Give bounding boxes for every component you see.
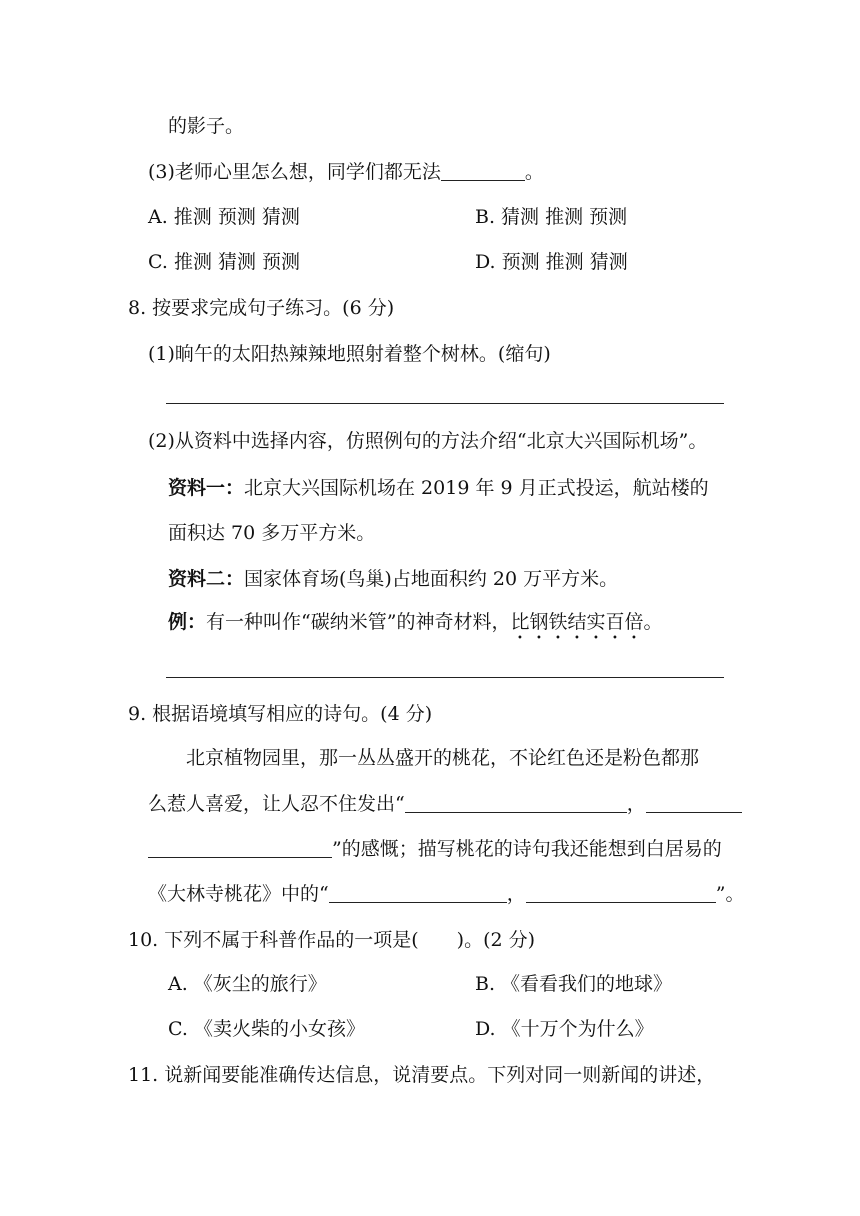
- q9-line3-text: ”的感慨；描写桃花的诗句我还能想到白居易的: [332, 838, 722, 860]
- q7-sub3-end: 。: [524, 161, 544, 183]
- q9-title: 9. 根据语境填写相应的诗句。(4 分): [128, 703, 433, 725]
- q8-sub2: (2)从资料中选择内容，仿照例句的方法介绍“北京大兴国际机场”。: [148, 430, 708, 452]
- q8-example-label: 例：: [168, 611, 207, 633]
- q8-material1: [168, 474, 709, 502]
- q9-blank-2b[interactable]: [526, 884, 716, 903]
- q9-blank-1b-end[interactable]: [148, 839, 332, 858]
- q8-title: 8. 按要求完成句子练习。(6 分): [128, 297, 395, 319]
- q9-paragraph-line3: [148, 835, 722, 863]
- q8-sub1-answer-line[interactable]: [166, 403, 724, 404]
- q9-line4-comma: ，: [506, 883, 526, 905]
- q11-title: 11. 说新闻要能准确传达信息，说清要点。下列对同一则新闻的讲述，: [128, 1064, 716, 1086]
- q8-material2-label: 资料二：: [168, 568, 245, 590]
- q10-option-b[interactable]: B. 《看看我们的地球》: [475, 973, 673, 995]
- q9-paragraph-line4: [148, 880, 744, 908]
- q9-line2-comma: ，: [626, 793, 646, 815]
- q10-option-d[interactable]: D. 《十万个为什么》: [475, 1018, 654, 1040]
- q8-material2-text: 国家体育场(鸟巢)占地面积约 20 万平方米。: [244, 568, 619, 590]
- q7-sub3: [148, 158, 544, 186]
- q8-example: [168, 608, 662, 644]
- q7-option-b[interactable]: B. 猜测 推测 预测: [475, 206, 628, 228]
- q8-example-emphasis: 比钢铁结实百倍: [510, 611, 644, 633]
- q8-example-text: 有一种叫作“碳纳米管”的神奇材料，: [206, 611, 511, 633]
- q7-continuation-text: 的影子。: [168, 115, 245, 137]
- q9-paragraph-line1: 北京植物园里，那一丛丛盛开的桃花，不论红色还是粉色都那: [186, 747, 700, 769]
- q8-example-end: 。: [643, 611, 663, 633]
- q7-option-c[interactable]: C. 推测 猜测 预测: [148, 251, 301, 273]
- q8-material1-label: 资料一：: [168, 477, 245, 499]
- q10-title: 10. 下列不属于科普作品的一项是( )。(2 分): [128, 929, 536, 951]
- q8-material2: [168, 565, 618, 593]
- q9-line2-text: 么惹人喜爱，让人忍不住发出“: [148, 793, 405, 815]
- q9-blank-1b-start[interactable]: [646, 794, 742, 813]
- q8-material1-text: 北京大兴国际机场在 2019 年 9 月正式投运，航站楼的: [244, 477, 709, 499]
- q7-option-a[interactable]: A. 推测 预测 猜测: [148, 206, 300, 228]
- q9-line4-text: 《大林寺桃花》中的“: [148, 883, 329, 905]
- q9-blank-2a[interactable]: [329, 884, 507, 903]
- q10-option-c[interactable]: C. 《卖火柴的小女孩》: [168, 1018, 365, 1040]
- q7-sub3-blank[interactable]: [441, 162, 525, 181]
- q9-paragraph-line2: [148, 790, 742, 818]
- q10-option-a[interactable]: A. 《灰尘的旅行》: [168, 973, 327, 995]
- q8-material1-text-cont: 面积达 70 多万平方米。: [168, 522, 376, 544]
- q9-blank-1a[interactable]: [405, 794, 627, 813]
- q7-option-d[interactable]: D. 预测 推测 猜测: [475, 251, 628, 273]
- q8-sub1: (1)晌午的太阳热辣辣地照射着整个树林。(缩句): [148, 343, 551, 365]
- q8-sub2-answer-line[interactable]: [166, 677, 724, 678]
- q7-sub3-text: (3)老师心里怎么想，同学们都无法: [148, 161, 441, 183]
- q9-line4-end: ”。: [715, 883, 745, 905]
